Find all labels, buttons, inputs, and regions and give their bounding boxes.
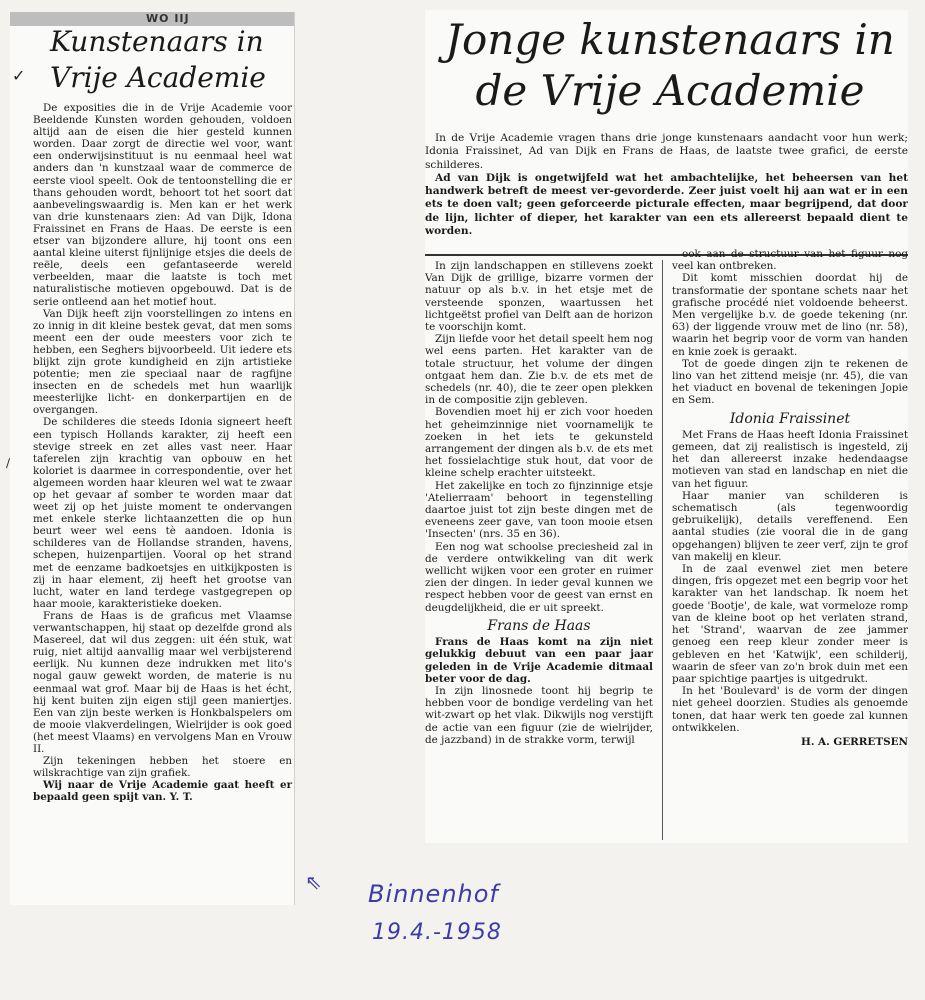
paragraph: In het 'Boulevard' is de vorm der dingen niet geheel doorzien. Studies als genoemde tonen, dat haar werk ten goede zal kunnen ontwikkelen. xyxy=(672,685,908,734)
paragraph: Van Dijk heeft zijn voorstellingen zo intens en zo innig in dit kleine bestek gevat, dat men soms meent een der oude meesters voor zich te hebben, een Seghers bijvoorbeeld. Uit iedere ets blijkt zijn grote kundigheid en zijn artistieke potentie; men zie speciaal naar de ragfijne insecten en de schedels met hun waarlijk meesterlijke licht- en donkerpartijen en de overgangen. xyxy=(33,307,292,417)
left-article-body xyxy=(33,102,292,803)
left-headline xyxy=(50,24,290,96)
left-headline-line2: Vrije Academie xyxy=(50,61,266,94)
margin-mark-icon: ∕ xyxy=(6,456,11,470)
right-headline-line1: Jonge kunstenaars in xyxy=(445,15,895,64)
right-intro xyxy=(425,132,908,238)
left-headline-line1: Kunstenaars in xyxy=(50,25,264,58)
subhead-frans-de-haas: Frans de Haas xyxy=(487,617,591,634)
header-code: WO IIJ xyxy=(146,12,190,25)
paragraph: In zijn landschappen en stillevens zoekt Van Dijk de grillige, bizarre vormen der natuur op als b.v. in het etsje met de versteende sponzen, waartussen het lichtgeëtst profiel van Delft aan de horizon te voorschijn komt. xyxy=(425,260,653,334)
handwritten-source: Binnenhof xyxy=(368,880,499,908)
paragraph: De exposities die in de Vrije Academie voor Beeldende Kunsten worden gehouden, voldoen altijd aan de eisen die hier gesteld kunnen worden. Daar zorgt de directie wel voor, want een onderwijsinstituut is nu eenmaal heel wat anders dan 'n kunstzaal waar de commerce de eerste viool speelt. Ook de tentoonstelling die er thans gehouden wordt, behoort tot het soort dat aanbevelingswaardig is. Men kan er het werk van drie kunstenaars zien: Ad van Dijk, Idona Fraissinet en Frans de Haas. De eerste is een etser van bijzondere allure, hij toont ons een aantal kleine uiterst fijnlijnige etsjes die deels de reële, deels een gefantaseerde wereld verbeelden, maar die laatste is toch met naturalistische motieven opgebouwd. Dat is de serie ontleend aan het motief hout. xyxy=(33,102,292,308)
paragraph: Het zakelijke en toch zo fijnzinnige etsje 'Atelierraam' behoort in tegenstelling daartoe juist tot zijn beste dingen met de eveneens zeer gave, van toon mooie etsen 'Insecten' (nrs. 35 en 36). xyxy=(425,479,653,541)
right-column-1 xyxy=(425,260,653,746)
right-clipping xyxy=(425,10,908,843)
paragraph-bold: Frans de Haas komt na zijn niet gelukkig debuut van een paar jaar geleden in de Vrije Academie ditmaal beter voor de dag. xyxy=(425,636,653,685)
paragraph: Frans de Haas is de graficus met Vlaamse verwantschappen, hij staat op dezelfde grond als Masereel, dat wil dus zeggen: uit één stuk, wat ruig, niet altijd aanvallig maar wel verbijsterend eerlijk. Nu kunnen deze indrukken met lito's nogal gauw gewekt worden, de materie is nu eenmaal wat grof. Maar bij de Haas is het écht, hij kent buiten zijn eigen stijl geen maniertjes. Een van zijn beste werken is Honkbalspelers om de mooie vlakverdelingen, Wielrijder is ook goed (het meest Vlaams) en vervolgens Man en Vrouw II. xyxy=(33,609,292,755)
left-clipping xyxy=(10,12,295,905)
byline: H. A. GERRETSEN xyxy=(801,735,908,748)
paragraph: In de zaal evenwel ziet men betere dingen, fris opgezet met een begrip voor het karakter van het landschap. Ik noem het goede 'Bootje', de kale, wat vormeloze romp van de kleine boot op het verlaten strand, het 'Strand', waarvan de zee jammer genoeg een reep kleur zonder meer is gebleven en het 'Katwijk', een schilderij, waarin de sfeer van zo'n brok duin met een paar spichtige paartjes is uitgedrukt. xyxy=(672,563,908,685)
subhead-idonia-fraissinet: Idonia Fraissinet xyxy=(729,410,851,427)
paragraph: Zijn tekeningen hebben het stoere en wilskrachtige van zijn grafiek. xyxy=(33,755,292,780)
paragraph: Tot de goede dingen zijn te rekenen de lino van het zittend meisje (nr. 45), die van het viaduct en bovenal de tekeningen Jopie en Sem. xyxy=(672,357,908,407)
intro-paragraph: In de Vrije Academie vragen thans drie jonge kunstenaars aandacht voor hun werk; Idonia Fraissinet, Ad van Dijk en Frans de Haas, de laatste twee grafici, de eerste schilderes. xyxy=(425,132,908,171)
paragraph: Bovendien moet hij er zich voor hoeden het geheimzinnige niet voornamelijk te zoeken in het iets te gekunsteld arrangement der dingen als b.v. de ets met het fossielachtige stuk hout, dat voor de kleine schelp erachter uitsteekt. xyxy=(425,406,653,480)
paragraph-closing: Wij naar de Vrije Academie gaat heeft er bepaald geen spijt van. Y. T. xyxy=(33,779,292,804)
right-column-2 xyxy=(672,248,908,748)
paragraph: Dit komt misschien doordat hij de transformatie der spontane schets naar het grafische procédé niet voldoende beheerst. Men vergelijke b.v. de goede tekening (nr. 63) der liggende vrouw met de lino (nr. 58), waarin het begrip voor de vorm van handen en knie zoek is geraakt. xyxy=(672,272,908,358)
paragraph: In zijn linosnede toont hij begrip te hebben voor de bondige verdeling van het wit-zwart op het vlak. Dikwijls nog verstijft de actie van een figuur (zie de wielrijder, de jazzband) in de strakke vorm, terwijl xyxy=(425,684,653,746)
column-divider xyxy=(662,260,663,840)
paragraph: Zijn liefde voor het detail speelt hem nog wel eens parten. Het karakter van de totale structuur, het volume der dingen ontgaat hem dan. Zie b.v. de ets met de schedels (nr. 40), die te zeer open plekken in de compositie zijn gebleven. xyxy=(425,333,653,407)
handwritten-date: 19.4.-1958 xyxy=(372,920,502,945)
right-headline-line2: de Vrije Academie xyxy=(475,66,865,115)
right-headline xyxy=(435,14,905,116)
paragraph: ook aan de structuur van het figuur nog veel kan ontbreken. xyxy=(672,248,908,273)
intro-bold-paragraph: Ad van Dijk is ongetwijfeld wat het ambachtelijke, het beheersen van het handwerk betreft de meest ver-gevorderde. Zeer juist voelt hij aan wat er in een ets te doen valt; geen geforceerde picturale effecten, maar begrijpend, dat door de lijn, lichter of dieper, het karakter van een ets allereerst bepaald dient te worden. xyxy=(425,171,908,238)
paragraph: Met Frans de Haas heeft Idonia Fraissinet gemeen, dat zij realistisch is ingesteld, zij het dan allereerst inzake hedendaagse motieven van stad en landschap en niet die van het figuur. xyxy=(672,428,908,490)
check-mark-icon: ✓ xyxy=(12,66,26,85)
paragraph: De schilderes die steeds Idonia signeert heeft een typisch Hollands karakter, zij heeft een stevige streek en zet alles vast neer. Haar taferelen zijn krachtig van opbouw en het koloriet is daarmee in correspondentie, over het algemeen worden haar kleuren wel wat te zwaar op het gevaar af somber te worden maar dat weet zij op het juiste moment te ondervangen met enkele sterke lichtaanzetten die op hun beurt weer wel eens tè aandoen. Idonia is schilderes van de Hollandse stranden, havens, schepen, huizenpartijen. Vooral op het strand met de eenzame badkoetsjes en uitkijkposten is zij in haar element, zij heeft het grootse van lucht, water en land terdege vastgegrepen op haar mooie, karakteristieke doeken. xyxy=(33,416,292,610)
paragraph: Haar manier van schilderen is schematisch (als tegenwoordig gebruikelijk), details vereffenend. Een aantal studies (zie vooral die in de gang opgehangen) blijven te zeer verf, zijn te grof van makelij en kleur. xyxy=(672,489,908,563)
paragraph: Een nog wat schoolse preciesheid zal in de verdere ontwikkeling van dit werk wellicht wijken voor een groter en ruimer zien der dingen. In ieder geval kunnen we respect hebben voor de geest van ernst en deugdelijkheid, die er uit spreekt. xyxy=(425,540,653,614)
handwritten-arrow-icon: ⇖ xyxy=(305,870,322,894)
